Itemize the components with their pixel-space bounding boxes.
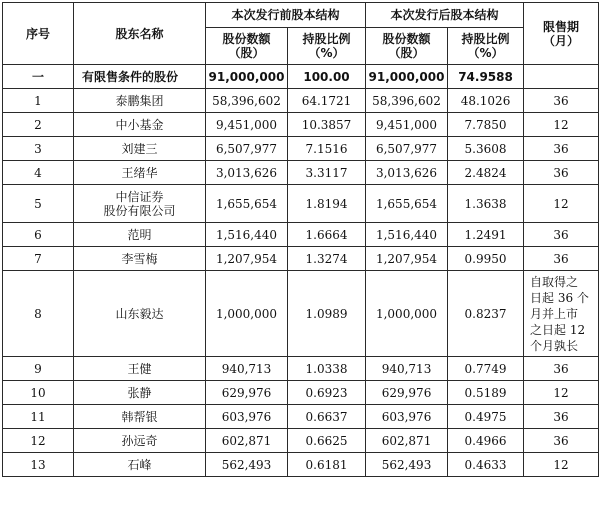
- header-after-shares-line2: （股）: [388, 46, 425, 60]
- row-seq: 6: [3, 223, 74, 247]
- row-before-ratio: 0.6637: [288, 405, 366, 429]
- row-after-shares: 3,013,626: [366, 161, 448, 185]
- row-after-ratio: 2.4824: [448, 161, 524, 185]
- header-before-ratio-line2: （%）: [308, 46, 345, 60]
- table-row: [3, 453, 599, 477]
- row-after-ratio: 0.4966: [448, 429, 524, 453]
- header-before-group: 本次发行前股本结构: [206, 3, 366, 28]
- row-name: 韩帮银: [74, 405, 206, 429]
- row-seq: 12: [3, 429, 74, 453]
- row-name: 中小基金: [74, 113, 206, 137]
- header-before-shares: [206, 28, 288, 65]
- row-lock: 36: [524, 247, 599, 271]
- table-row: [3, 357, 599, 381]
- header-before-ratio: [288, 28, 366, 65]
- row-seq: 13: [3, 453, 74, 477]
- row-after-ratio: 0.8237: [448, 271, 524, 357]
- row-before-shares: 603,976: [206, 405, 288, 429]
- row-name-line2: 股份有限公司: [103, 203, 176, 218]
- row-after-ratio: 0.4975: [448, 405, 524, 429]
- row-seq: 11: [3, 405, 74, 429]
- row-name: 张静: [74, 381, 206, 405]
- table-row: [3, 429, 599, 453]
- row-name: 孙远奇: [74, 429, 206, 453]
- row-after-shares: 629,976: [366, 381, 448, 405]
- header-name: 股东名称: [74, 3, 206, 65]
- row-lock-note: [524, 271, 599, 357]
- row-after-ratio: 1.2491: [448, 223, 524, 247]
- header-after-ratio-line2: （%）: [467, 46, 504, 60]
- row-lock: 36: [524, 137, 599, 161]
- row-before-shares: 6,507,977: [206, 137, 288, 161]
- row-seq: 9: [3, 357, 74, 381]
- header-after-shares-line1: 股份数额: [382, 32, 431, 46]
- table-row: [3, 271, 599, 357]
- row-after-ratio: 0.4633: [448, 453, 524, 477]
- row-before-ratio: 0.6923: [288, 381, 366, 405]
- row-after-shares: 9,451,000: [366, 113, 448, 137]
- lock-note-line: 月并上市: [530, 306, 579, 321]
- row-after-ratio: 7.7850: [448, 113, 524, 137]
- header-after-group: 本次发行后股本结构: [366, 3, 524, 28]
- header-after-ratio-line1: 持股比例: [461, 32, 510, 46]
- row-lock: 36: [524, 223, 599, 247]
- header-lock-line2: （月）: [543, 33, 580, 48]
- row-before-shares: 940,713: [206, 357, 288, 381]
- table-row: [3, 161, 599, 185]
- table-row: [3, 405, 599, 429]
- row-before-ratio: 10.3857: [288, 113, 366, 137]
- header-before-ratio-line1: 持股比例: [302, 32, 351, 46]
- header-after-ratio: [448, 28, 524, 65]
- row-lock: 36: [524, 89, 599, 113]
- row-seq: 10: [3, 381, 74, 405]
- row-before-shares: 602,871: [206, 429, 288, 453]
- row-after-shares: 602,871: [366, 429, 448, 453]
- row-before-shares: 1,207,954: [206, 247, 288, 271]
- header-lock-line1: 限售期: [543, 19, 580, 34]
- row-name: 王健: [74, 357, 206, 381]
- row-name: 石峰: [74, 453, 206, 477]
- row-after-shares: 58,396,602: [366, 89, 448, 113]
- table-row: [3, 113, 599, 137]
- row-after-ratio: 0.9950: [448, 247, 524, 271]
- lock-note-line: 之日起 12: [530, 322, 586, 337]
- row-name: [74, 185, 206, 223]
- summary-lock: [524, 65, 599, 89]
- row-after-ratio: 1.3638: [448, 185, 524, 223]
- summary-after-ratio: 74.9588: [448, 65, 524, 89]
- row-after-ratio: 0.7749: [448, 357, 524, 381]
- row-name: 泰鹏集团: [74, 89, 206, 113]
- row-after-shares: 1,516,440: [366, 223, 448, 247]
- lock-note-line: 日起 36 个: [530, 290, 589, 305]
- row-lock: 36: [524, 405, 599, 429]
- row-seq: 7: [3, 247, 74, 271]
- summary-before-shares: 91,000,000: [206, 65, 288, 89]
- row-after-shares: 940,713: [366, 357, 448, 381]
- row-before-shares: 3,013,626: [206, 161, 288, 185]
- row-name: 范明: [74, 223, 206, 247]
- row-after-shares: 1,655,654: [366, 185, 448, 223]
- summary-row: [3, 65, 599, 89]
- table-row: [3, 381, 599, 405]
- row-before-shares: 1,655,654: [206, 185, 288, 223]
- row-before-ratio: 0.6181: [288, 453, 366, 477]
- table-row: [3, 137, 599, 161]
- shareholding-table: [2, 2, 599, 477]
- row-before-ratio: 0.6625: [288, 429, 366, 453]
- row-before-shares: 9,451,000: [206, 113, 288, 137]
- table-row: [3, 89, 599, 113]
- row-lock: 36: [524, 429, 599, 453]
- summary-seq: 一: [3, 65, 74, 89]
- row-after-shares: 562,493: [366, 453, 448, 477]
- row-after-shares: 1,000,000: [366, 271, 448, 357]
- header-before-shares-line1: 股份数额: [222, 32, 271, 46]
- summary-name: 有限售条件的股份: [74, 65, 206, 89]
- row-before-ratio: 1.0338: [288, 357, 366, 381]
- row-name: 王绪华: [74, 161, 206, 185]
- row-name-line1: 中信证券: [115, 189, 164, 204]
- row-before-shares: 1,516,440: [206, 223, 288, 247]
- row-before-ratio: 1.8194: [288, 185, 366, 223]
- row-lock: 12: [524, 453, 599, 477]
- row-before-ratio: 1.3274: [288, 247, 366, 271]
- row-before-shares: 1,000,000: [206, 271, 288, 357]
- row-before-shares: 562,493: [206, 453, 288, 477]
- row-seq: 8: [3, 271, 74, 357]
- summary-before-ratio: 100.00: [288, 65, 366, 89]
- row-before-ratio: 1.0989: [288, 271, 366, 357]
- row-before-ratio: 1.6664: [288, 223, 366, 247]
- header-before-shares-line2: （股）: [228, 46, 265, 60]
- header-lock-period: [524, 3, 599, 65]
- table-row: [3, 223, 599, 247]
- summary-after-shares: 91,000,000: [366, 65, 448, 89]
- table-row: [3, 185, 599, 223]
- row-after-ratio: 0.5189: [448, 381, 524, 405]
- row-before-ratio: 3.3117: [288, 161, 366, 185]
- row-after-shares: 1,207,954: [366, 247, 448, 271]
- row-seq: 5: [3, 185, 74, 223]
- lock-note-line: 自取得之: [530, 274, 579, 289]
- row-after-ratio: 48.1026: [448, 89, 524, 113]
- row-before-ratio: 7.1516: [288, 137, 366, 161]
- header-seq: 序号: [3, 3, 74, 65]
- lock-note-line: 个月孰长: [530, 338, 579, 353]
- row-name: 刘建三: [74, 137, 206, 161]
- row-before-ratio: 64.1721: [288, 89, 366, 113]
- row-before-shares: 58,396,602: [206, 89, 288, 113]
- row-lock: 12: [524, 185, 599, 223]
- row-seq: 2: [3, 113, 74, 137]
- row-seq: 3: [3, 137, 74, 161]
- row-seq: 4: [3, 161, 74, 185]
- row-lock: 36: [524, 161, 599, 185]
- row-name: 山东毅达: [74, 271, 206, 357]
- row-after-shares: 6,507,977: [366, 137, 448, 161]
- row-name: 李雪梅: [74, 247, 206, 271]
- row-seq: 1: [3, 89, 74, 113]
- row-after-ratio: 5.3608: [448, 137, 524, 161]
- row-lock: 36: [524, 357, 599, 381]
- row-after-shares: 603,976: [366, 405, 448, 429]
- table-row: [3, 247, 599, 271]
- row-lock: 12: [524, 113, 599, 137]
- header-after-shares: [366, 28, 448, 65]
- row-lock: 12: [524, 381, 599, 405]
- row-before-shares: 629,976: [206, 381, 288, 405]
